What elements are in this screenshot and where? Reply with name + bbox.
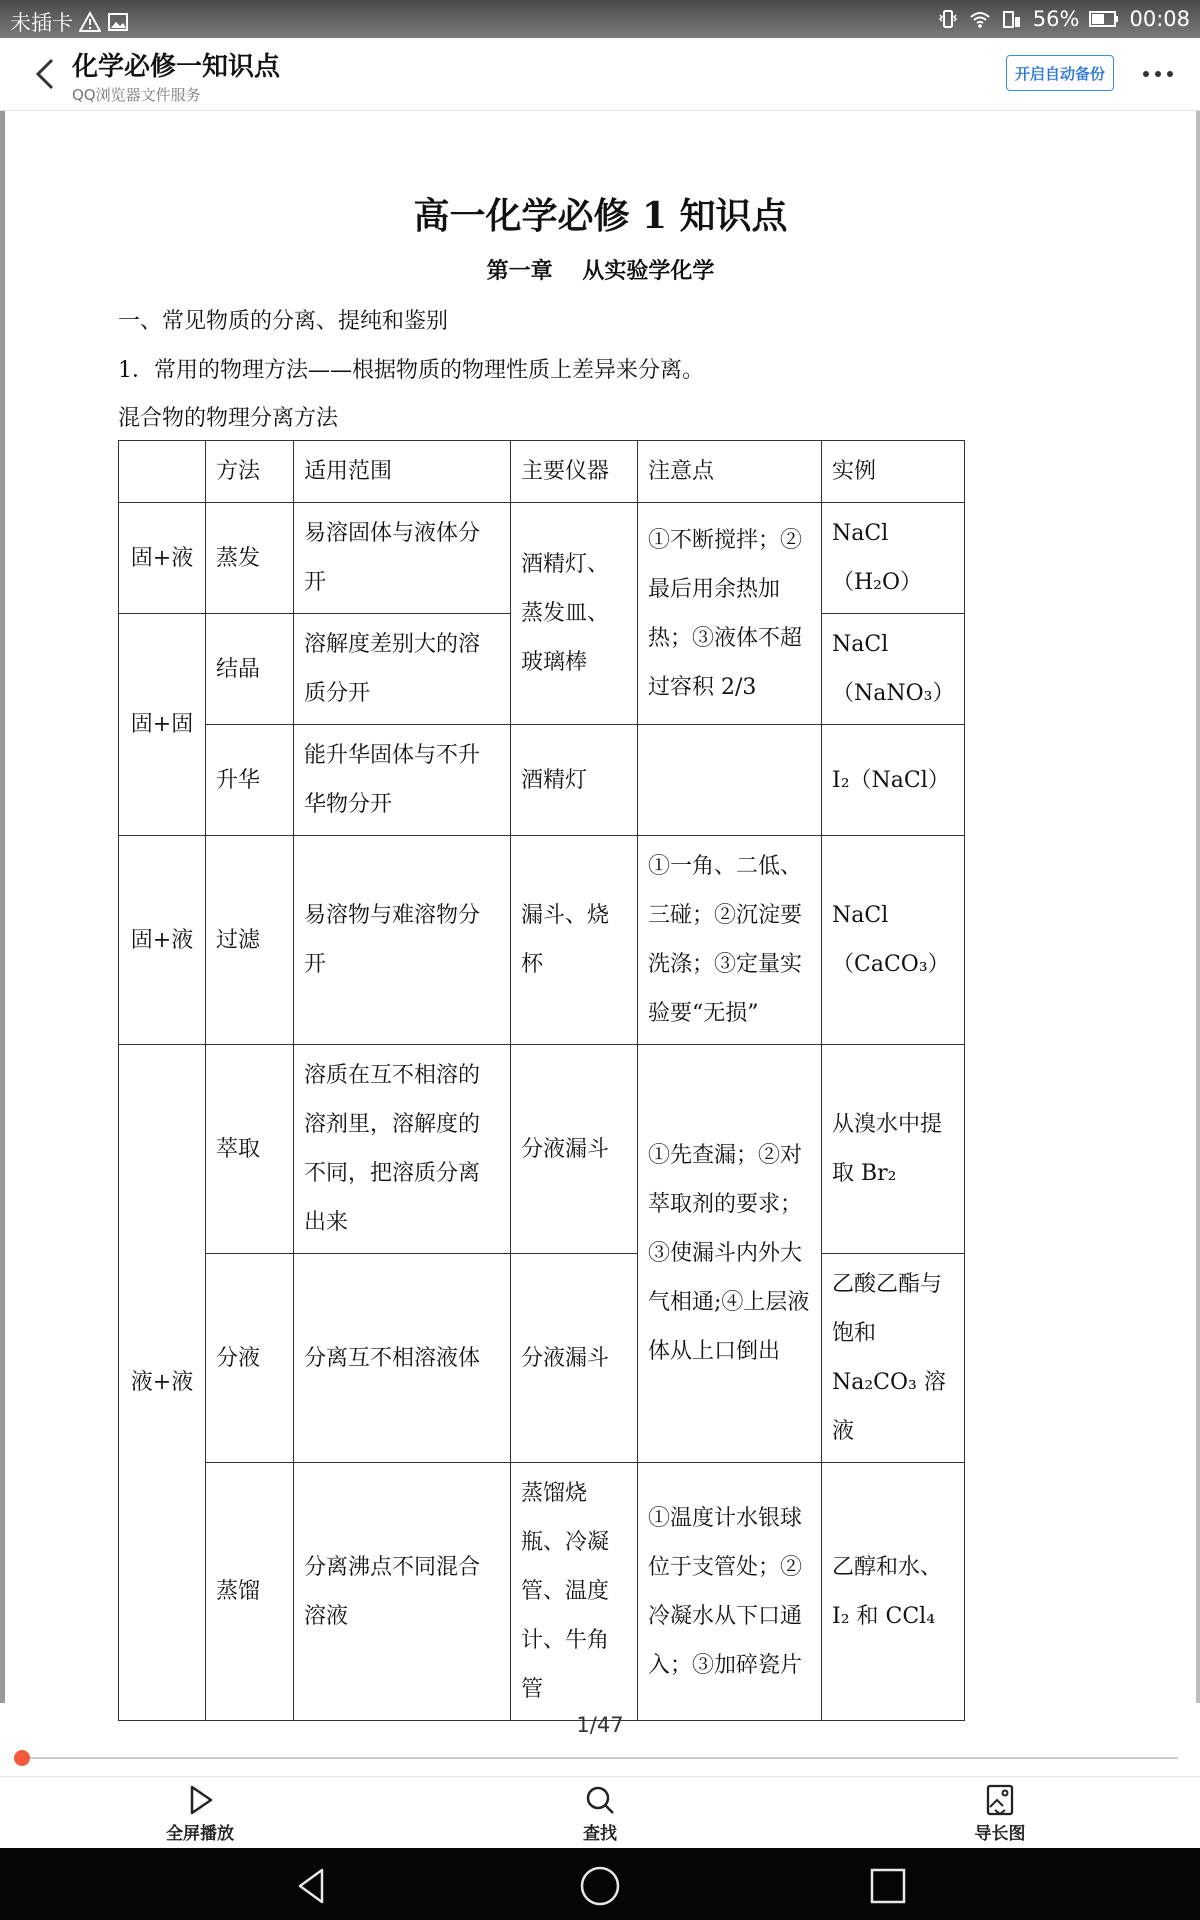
more-icon[interactable]	[1140, 66, 1176, 82]
example-cell: NaCl（H₂O）	[822, 503, 965, 614]
page-indicator: 1/47	[576, 1713, 624, 1737]
method-cell: 萃取	[206, 1045, 294, 1254]
table-caption: 混合物的物理分离方法	[118, 406, 339, 431]
instrument-cell: 分液漏斗	[511, 1045, 638, 1254]
nav-back-icon[interactable]	[290, 1864, 334, 1908]
system-nav-bar	[0, 1848, 1200, 1920]
method-cell: 蒸发	[206, 503, 294, 614]
instrument-cell: 漏斗、烧杯	[511, 836, 638, 1045]
method-cell: 蒸馏	[206, 1463, 294, 1721]
note-cell: ①一角、二低、三碰；②沉淀要洗涤；③定量实验要“无损”	[638, 836, 822, 1045]
table-header-cell: 方法	[206, 441, 294, 503]
scope-cell: 易溶物与难溶物分开	[294, 836, 511, 1045]
example-cell: I₂（NaCl）	[822, 725, 965, 836]
table-row	[119, 836, 965, 1045]
scope-cell: 溶质在互不相溶的溶剂里，溶解度的不同，把溶质分离出来	[294, 1045, 511, 1254]
instrument-cell: 蒸馏烧瓶、冷凝管、温度计、牛角管	[511, 1463, 638, 1721]
instrument-cell: 分液漏斗	[511, 1254, 638, 1463]
section-heading: 一、常见物质的分离、提纯和鉴别	[118, 309, 449, 334]
fullscreen-play-button[interactable]	[130, 1783, 270, 1844]
page-progress-slider[interactable]	[22, 1757, 1178, 1759]
table-row	[119, 503, 965, 614]
group-cell: 液+液	[119, 1045, 206, 1721]
data-icon	[1001, 8, 1023, 30]
clock: 00:08	[1129, 7, 1190, 31]
auto-backup-button[interactable]: 开启自动备份	[1006, 55, 1114, 91]
method-cell: 升华	[206, 725, 294, 836]
find-button[interactable]	[530, 1783, 670, 1844]
example-cell: 从溴水中提取 Br₂	[822, 1045, 965, 1254]
warning-icon	[79, 11, 101, 33]
example-cell: NaCl（NaNO₃）	[822, 614, 965, 725]
scope-cell: 溶解度差别大的溶质分开	[294, 614, 511, 725]
table-header-cell	[119, 441, 206, 503]
fullscreen-play-label: 全屏播放	[166, 1824, 234, 1844]
progress-knob[interactable]	[14, 1750, 30, 1766]
table-header-row	[119, 441, 965, 503]
wifi-icon	[969, 8, 991, 30]
group-cell: 固+固	[119, 614, 206, 836]
bottom-toolbar	[0, 1776, 1200, 1849]
note-cell	[638, 725, 822, 836]
scope-cell: 易溶固体与液体分开	[294, 503, 511, 614]
export-long-image-label: 导长图	[974, 1824, 1026, 1844]
table-header-cell: 注意点	[638, 441, 822, 503]
note-cell: ①不断搅拌；②最后用余热加热；③液体不超过容积 2/3	[638, 503, 822, 725]
method-cell: 结晶	[206, 614, 294, 725]
scope-cell: 能升华固体与不升华物分开	[294, 725, 511, 836]
find-label: 查找	[583, 1824, 617, 1844]
table-row	[119, 1045, 965, 1254]
search-icon	[583, 1783, 617, 1817]
note-cell: ①温度计水银球位于支管处；②冷凝水从下口通入；③加碎瓷片	[638, 1463, 822, 1721]
instrument-cell: 酒精灯	[511, 725, 638, 836]
image-icon	[107, 11, 129, 33]
play-icon	[183, 1783, 217, 1817]
chapter-heading: 第一章 从实验学化学	[486, 258, 715, 284]
document-title: 化学必修一知识点	[72, 52, 281, 82]
nav-home-icon[interactable]	[578, 1864, 622, 1908]
table-row	[119, 1254, 965, 1463]
table-header-cell: 实例	[822, 441, 965, 503]
note-cell: ①先查漏；②对萃取剂的要求；③使漏斗内外大气相通;④上层液体从上口倒出	[638, 1045, 822, 1463]
group-cell: 固+液	[119, 836, 206, 1045]
battery-icon	[1089, 9, 1119, 29]
page-edge-right	[1196, 111, 1200, 1703]
group-cell: 固+液	[119, 503, 206, 614]
battery-percent: 56%	[1032, 7, 1080, 31]
document-viewer[interactable]	[0, 111, 1200, 1703]
status-bar	[0, 0, 1200, 38]
document-page	[5, 111, 1196, 1703]
method-cell: 分液	[206, 1254, 294, 1463]
carrier-text: 未插卡	[10, 11, 73, 35]
export-long-image-button[interactable]	[930, 1783, 1070, 1844]
instrument-cell: 酒精灯、蒸发皿、玻璃棒	[511, 503, 638, 725]
scope-cell: 分离沸点不同混合溶液	[294, 1463, 511, 1721]
back-arrow-icon[interactable]	[24, 52, 68, 96]
table-header-cell: 适用范围	[294, 441, 511, 503]
page-heading: 高一化学必修 1 知识点	[413, 195, 788, 237]
vibrate-icon	[937, 8, 959, 30]
table-row	[119, 1463, 965, 1721]
paragraph: 1．常用的物理方法——根据物质的物理性质上差异来分离。	[118, 358, 704, 383]
example-cell: NaCl（CaCO₃）	[822, 836, 965, 1045]
app-header	[0, 38, 1200, 111]
document-source: QQ浏览器文件服务	[72, 86, 201, 104]
separation-methods-table	[118, 440, 965, 1721]
scope-cell: 分离互不相溶液体	[294, 1254, 511, 1463]
example-cell: 乙酸乙酯与饱和 Na₂CO₃ 溶液	[822, 1254, 965, 1463]
method-cell: 过滤	[206, 836, 294, 1045]
table-header-cell: 主要仪器	[511, 441, 638, 503]
example-cell: 乙醇和水、I₂ 和 CCl₄	[822, 1463, 965, 1721]
table-row	[119, 725, 965, 836]
nav-recents-icon[interactable]	[866, 1864, 910, 1908]
long-image-icon	[983, 1783, 1017, 1817]
